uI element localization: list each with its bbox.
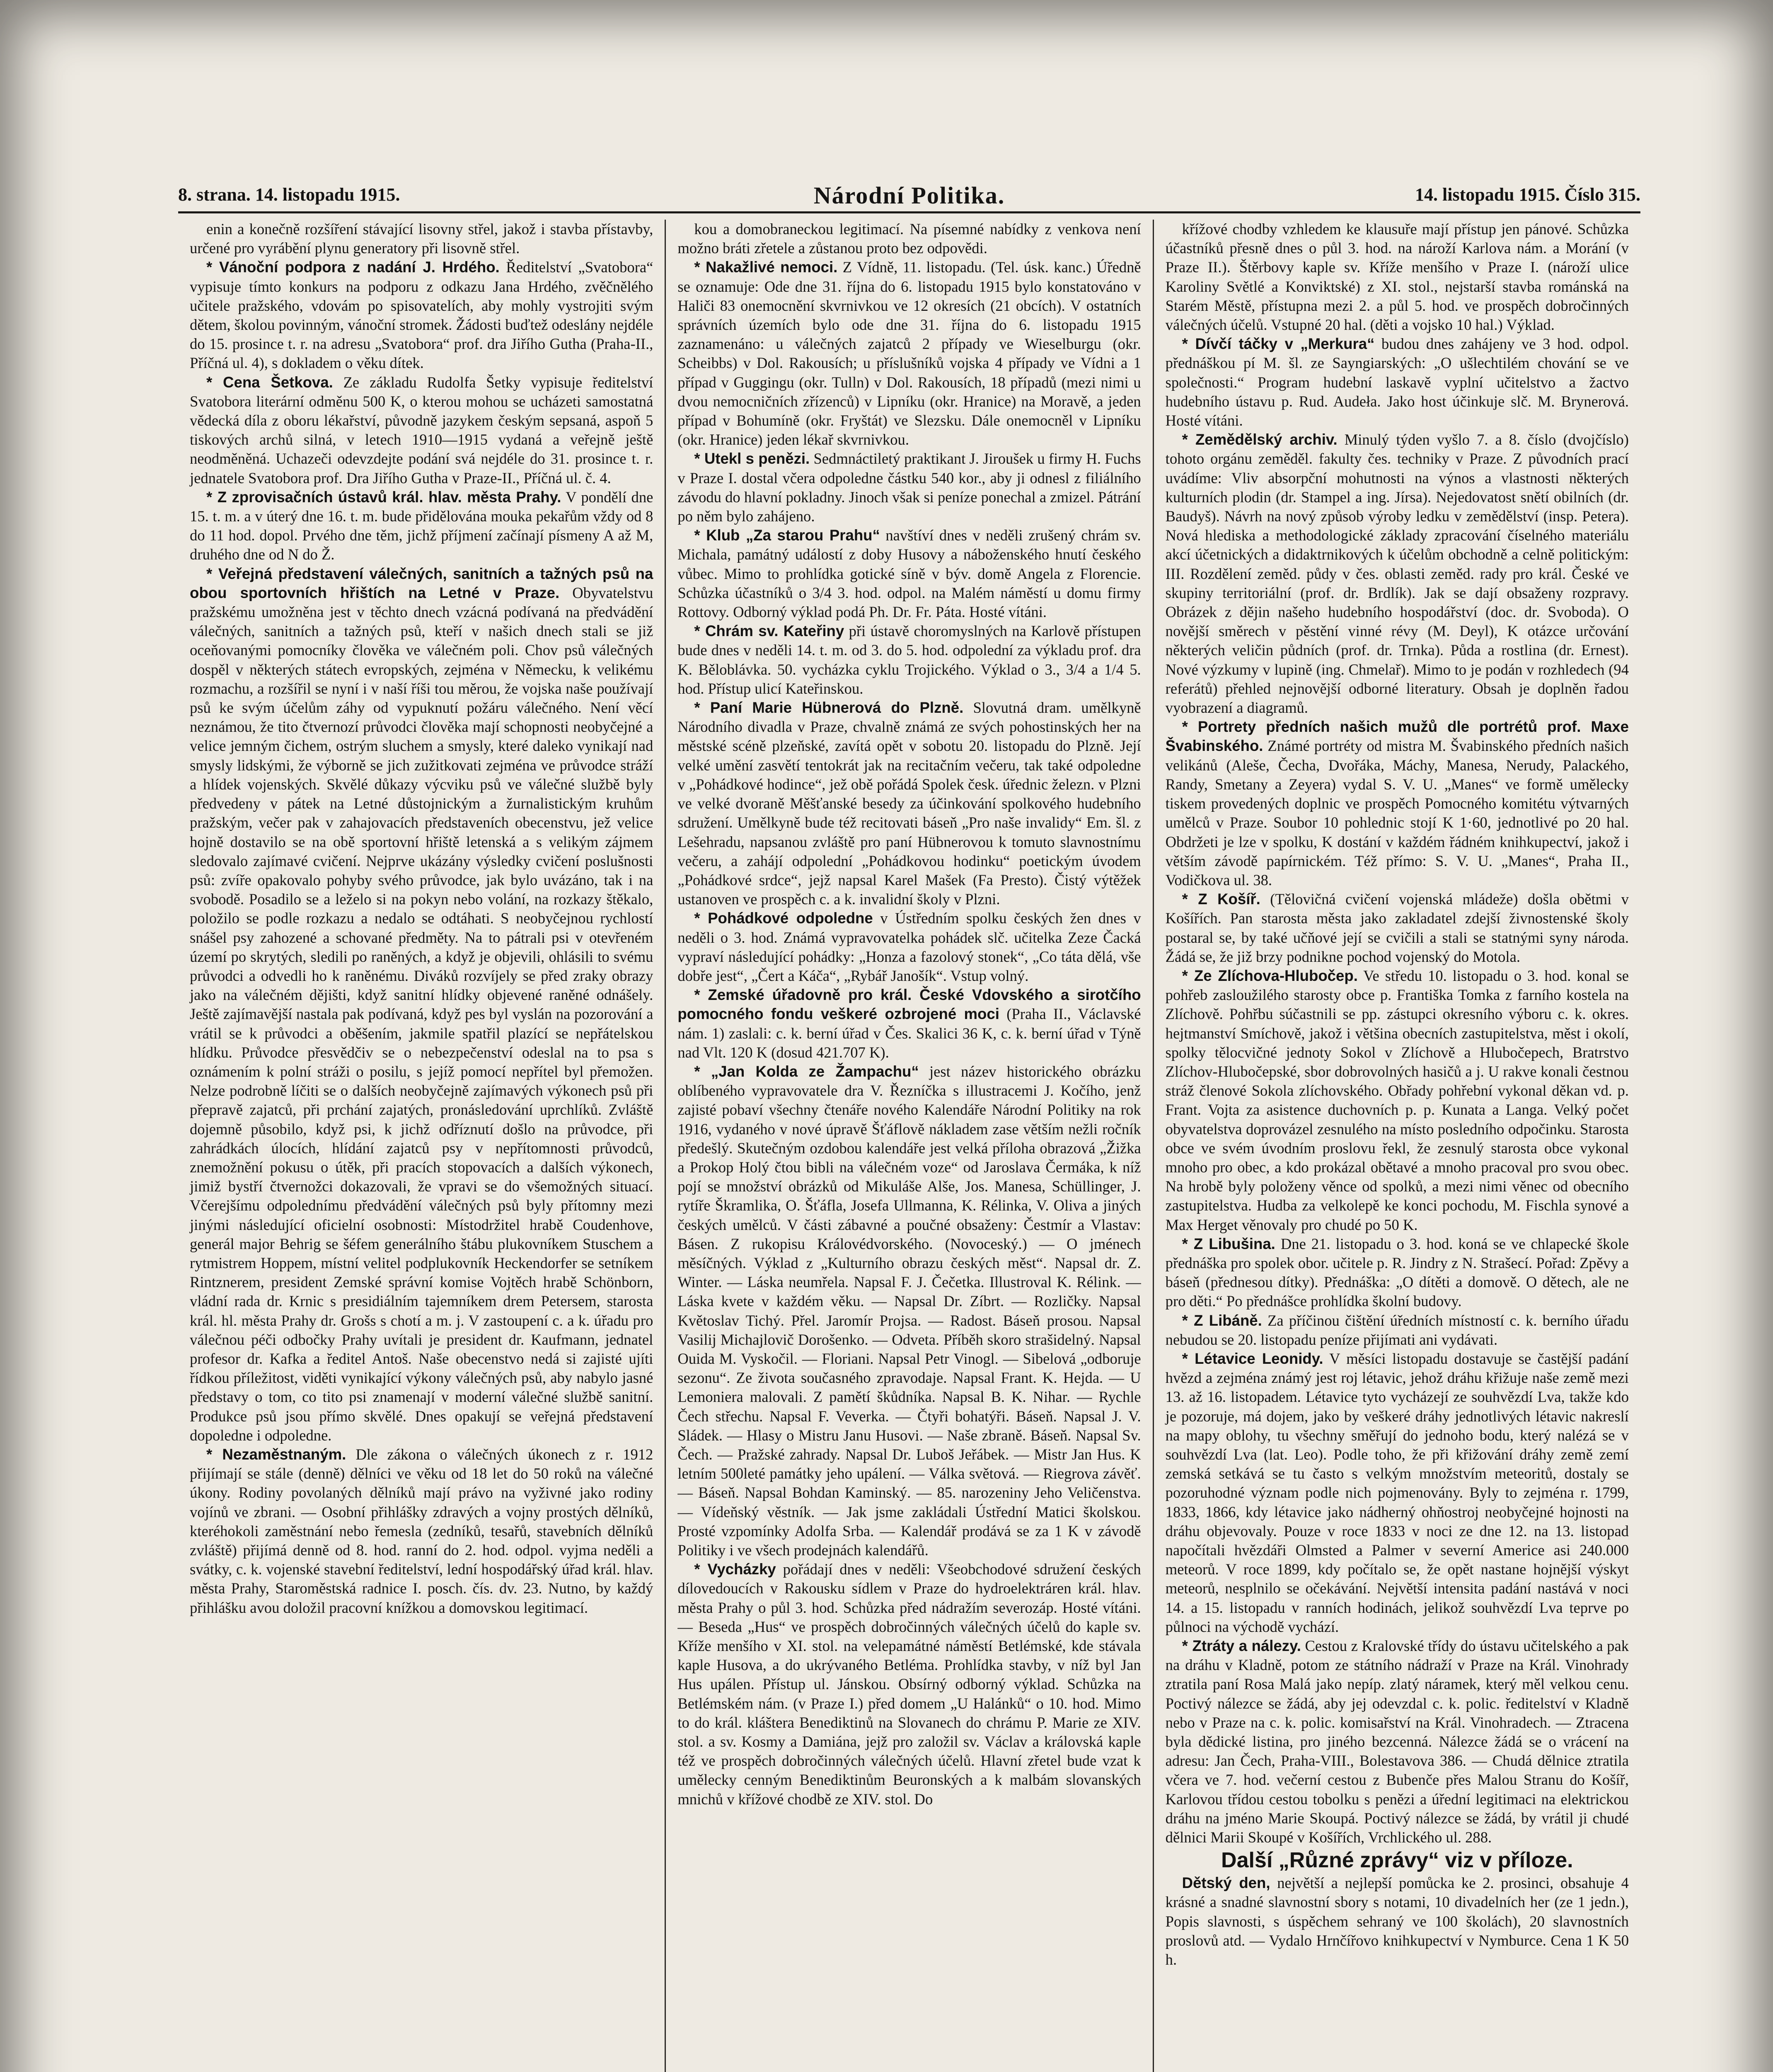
news-item (190, 258, 653, 373)
news-item-text: křížové chodby vzhledem ke klausuře mají přístup jen pánové. Schůzka účastníků přesně dnes o půl 3. hod. na nároží Karlova nám. a Morání (v Praze II.). Štěrbovy kaple sv. Kříže menšího v Praze I. (nároží ulice Karoliny Světlé a Konviktské) z XI. stol., nejstarší stavba románská na Starém Městě, přístupna mezi 2. a půl 5. hod. ve prospěch dobročinných válečných účelů. Vstupné 20 hal. (děti a vojsko 10 hal.) Výklad. (1165, 220, 1629, 334)
section-heading: Další „Různé zprávy“ viz v příloze. (1221, 1848, 1573, 1873)
news-item-text: enin a konečně rozšíření stávající lisovny střel, jakož i stavba přístavby, určené pro vyrábění plynu generatory při lisovně střel. (190, 220, 653, 257)
news-item-text: navštíví dnes v neděli zrušený chrám sv. Michala, památný událostí z doby Husovy a náboženského hnutí českého vůbec. Mimo to prohlídka gotické síně v býv. domě Angela z Florencie. Schůzka účastníků o 3/4 3. hod. odpol. na Malém náměstí u domu firmy Rottovy. Odborný výklad podá Ph. Dr. Fr. Páta. Hosté vítáni. (677, 527, 1141, 621)
news-item (1166, 1636, 1629, 1847)
news-item-text: Slovutná dram. umělkyně Národního divadla v Praze, chvalně známá ze svých pohostinských her na městské scéně plzeňské, zavítá opět v sobotu 20. listopadu do Plzně. Její velké umění zasvětí tentokrát jak na recitačním večeru, tak také odpoledne v „Pohádkové hodince“, jež obě pořádá Spolek česk. úřednic železn. v Plzni ve velké dvoraně Měšťanské besedy za účinkování spolkového hudebního sdružení. Umělkyně bude též recitovati báseň „Pro naše invalidy“ Em. šl. z Lešehradu, napsanou zvláště pro paní Hübnerovou k tomuto slavnostnímu večeru, a zahájí odpolední „Pohádkovou hodinku“ poetickým úvodem „Pohádkové srdce“, jejž napsal Karel Mašek (Fa Presto). Čistý výtěžek ustanoven ve prospěch c. a k. invalidní školy v Plzni. (677, 699, 1141, 908)
column-3 (1153, 220, 1640, 2072)
news-item-heading: * Létavice Leonidy. (1182, 1350, 1323, 1367)
news-item-text: v Ústředním spolku českých žen dnes v neděli o 3. hod. Známá vypravovatelka pohádek slč. učitelka Zeze Čacká vypraví následující pohádky: „Honza a fazolový stonek“, „Co táta dělá, vše dobře jest“, „Čert a Káča“, „Rybář Janošík“. Vstup volný. (677, 910, 1141, 984)
article-columns (178, 220, 1640, 2072)
newspaper-title: Národní Politika. (813, 182, 1005, 209)
news-item (1166, 966, 1629, 1234)
news-item-text: jest název historického obrázku oblíbeného vypravovatele dra V. Řezníčka s illustracemi J. Kočího, jenž zajisté pobaví všechny čtenáře nového Kalendáře Národní Politiky na rok 1916, vydaného v nové úpravě Šťáflově nákladem zase větším nežli ročník předešlý. Skutečným ozdobou kalendáře jest velká příloha obrazová „Žižka a Prokop Holý čtou bibli na válečném voze“ od Jaroslava Čermáka, k níž pojí se množství obrázků od Mikuláše Alše, Jos. Manesa, Schüllinger, J. rytíře Škramlika, O. Šťáfla, Josefa Ullmanna, K. Rélinka, V. Oliva a jiných českých umělců. V části zábavné a poučné obsaženy: Čestmír a Vlastav: Básen. Z rukopisu Královédvorského. (Novoceský.) — O jménech měsíčných. Výklad z „Kulturního obrazu českých měst“. Napsal dr. Z. Winter. — Láska neumřela. Napsal F. J. Čečetka. Illustroval K. Rélink. — Láska kvete v každém věku. — Napsal Dr. Zíbrt. — Rozličky. Napsal Květoslav Tichý. Přel. Jaromír Projsa. — Radost. Báseň prosou. Napsal Vasilij Michajlovič Dorošenko. — Odveta. Příběh skoro strašidelný. Napsal Ouida M. Vyskočil. — Floriani. Napsal Petr Vinogl. — Sibelová „odboruje sezonu“. Ze života současného zpravodaje. Napsal Frant. K. Hejda. — U Lemoniera malovali. Z pamětí škůdníka. Napsal B. K. Nihar. — Rychle Čech střechu. Napsal F. Veverka. — Čtyři bohatýři. Báseň. Napsal J. V. Sládek. — Hlasy o Mistru Janu Husovi. — Naše zbraně. Báseň. Napsal Sv. Čech. — Pražské zahrady. Napsal Dr. Luboš Jeřábek. — Mistr Jan Hus. K letním 500leté památky jeho upálení. — Válka světová. — Riegrova závěť. — Báseň. Napsal Bohdan Kaminský. — 85. narozeniny Jeho Veličenstva. — Vídeňský věstník. — Jak jsme zakládali Ústřední Matici školskou. Prosté vzpomínky Adolfa Srba. — Kalendář prodává se za 1 K v závodě Politiky i ve všech prodejnách kalendářů. (677, 1063, 1141, 1559)
news-item-text: kou a domobraneckou legitimací. Na písemné nabídky z venkova není možno bráti zřetele a zůstanou proto bez odpovědi. (677, 220, 1141, 257)
news-item-heading: * Vycházky (694, 1561, 776, 1578)
news-item-text: Cestou z Kralovské třídy do ústavu učitelského a pak na dráhu v Kladně, potom ze státního nádraží v Praze na Král. Vinohrady ztratila paní Rosa Malá jako nepíp. zlatý náramek, který měl velkou cenu. Poctivý nálezce se žádá, aby jej odevzdal c. k. polic. ředitelství v Kladně nebo v Praze na c. k. polic. komisařství na Král. Vinohradech. — Ztracena byla dědické listina, pro jiného bezcenná. Nálezce žádá se o vrácení na adresu: Jan Čech, Praha-VIII., Bolestavova 386. — Chudá dělnice ztratila včera ve 7. hod. večerní cestou z Bubenče přes Malou Stranu do Košíř, Karlovou třídou cestou tobolku s penězi a úřední legitimaci na elektrickou dráhu na jméno Marie Skoupá. Poctivý nálezce se žádá, by vrátil ji chudé dělnici Marii Skoupé v Košířích, Vrchlického ul. 288. (1165, 1637, 1629, 1846)
news-item-heading: * Nakažlivé nemoci. (694, 259, 838, 276)
news-item-text: Známé portréty od mistra M. Švabinského předních našich velikánů (Aleše, Čecha, Dvořáka, Máchy, Manesa, Nerudy, Palackého, Randy, Smetany a Zeyera) vydal S. V. U. „Manes“ ve formě umělecky tiskem provedených doplnic ve prospěch Pomocného komitétu výtvarných umělců v Praze. Soubor 10 pohlednic stojí K 1·60, jednotlivé po 20 hal. Obdržeti je lze v spolku, K dostání v každém řádném knihkupectví, jakož i větším závodě papírnickém. Též přímo: S. V. U. „Manes“, Praha II., Vodičkova ul. 38. (1165, 737, 1629, 888)
news-item (190, 1445, 653, 1617)
news-item-text: V pondělí dne 15. t. m. a v úterý dne 16. t. m. bude přidělována mouka pekařům vždy od 8 do 11 hod. dopol. Prvého dne těm, jichž příjmení začínají písmeny A až M, druhého dne od N do Ž. (190, 488, 653, 563)
news-item-heading: * Z Libáně. (1182, 1312, 1262, 1329)
news-item-text: při ústavě choromyslných na Karlově přístupen bude dnes v neděli 14. t. m. od 3. do 5. hod. odpolední za výkladu prof. dra K. Běloblávka. 50. vycházka cyklu Trojického. Výklad o 3., 3/4 a 1/4 5. hod. Přístup ulicí Kateřinskou. (677, 622, 1141, 697)
news-item-text: Ředitelství „Svatobora“ vypisuje tímto konkurs na podporu z odkazu Jana Hrdého, zvěčnělého učitele pražského, vdovám po spisovatelích, aby mohly vystrojiti svým dětem, školou povinným, vánoční stromek. Žádosti buďtež odeslány nejdéle do 15. prosince t. r. na adresu „Svatobora“ prof. dra Jiřího Gutha (Praha-II., Příčná ul. 4), s dokladem o věku dítek. (190, 259, 653, 372)
news-item (677, 909, 1141, 985)
news-item-heading: * Portrety předních našich mužů dle portrétů prof. Maxe Švabinského. (1165, 718, 1629, 755)
news-item (1166, 334, 1629, 430)
column-1 (178, 220, 665, 2072)
news-item-heading: * „Jan Kolda ze Žampachu“ (694, 1063, 919, 1080)
news-item-text: Sedmnáctiletý praktikant J. Jiroušek u firmy H. Fuchs v Praze I. dostal včera odpoledne částku 540 kor., aby ji odnesl z filiálního závodu do hlavní pokladny. Jinoch však si peníze ponechal a zmizel. Pátrání po něm bylo zahájeno. (677, 450, 1141, 525)
news-item-text: V měsíci listopadu dostavuje se častější padání hvězd a zejména známý jest roj létavic, jehož dráhu křižuje naše země mezi 13. až 16. listopadem. Létavice tyto vycházejí ze souhvězdí Lva, takže kdo je pozoruje, má dojem, jako by veškeré dráhy jednotlivých létavic nakreslí na mapy oblohy, tu všechny směřují do jednoho bodu, který nalézá se v souhvězdí Lva (lat. Leo). Podle toho, že při křižování dráhy země zemí zemská setkává se tu často s velkým množstvím meteoritů, dostaly se pozoruhodné význam podle nich pojmenovány. Byly to zejména r. 1799, 1833, 1866, kdy létavice jako nádherný ohňostroj neobyčejné hojnosti na dráhu objevovaly. Pouze v roce 1833 v noci ze dne 12. na 13. listopad napočítali hvězdáři Olmsted a Palmer v severní Americe asi 240.000 meteorů. V roce 1899, kdy počítalo se, že opět nastane hojnější výskyt meteorů, nesplnilo se očekávání. Největší intensita padání nastává v noci 14. a 15. listopadu v ranních hodinách, jelikož souhvězdí Lva teprve po půlnoci na východě vychází. (1165, 1350, 1629, 1635)
news-item-heading: * Z zprovisačních ústavů král. hlav. města Prahy. (206, 488, 561, 506)
news-item-heading: * Nezaměstnaným. (206, 1446, 346, 1463)
news-item (1166, 1311, 1629, 1349)
news-item-text: Obyvatelstvu pražskému umožněna jest v těchto dnech vzácná podívaná na předvádění válečných, sanitních a tažných psů, kteří v našich dnech stali se již oceňovanými pomocníky člověka ve válečném poli. Chov psů válečných dospěl v některých státech evropských, zejména v Německu, k velikému rozmachu, a rozšířil se nyní i v naší říši tou měrou, že vojska naše používají psů ke svým účelům záhy od vypuknutí požáru válečného. Není věcí neznámou, že tito čtvernozí průvodci člověka mají schopnosti neobyčejné a velice jemným čichem, ostrým sluchem a smysly, které daleko vynikají nad smysly lidskými, že výborně se jich zužitkovati zejména ve průvodce stráží a hlídek vojenských. Skvělé důkazy výcviku psů ve válečné službě byly předvedeny v pátek na Letné důstojnickým a žurnalistickým kruhům pražským, večer pak v zahajovacích představeních obecenstvu, jež velice hojně dostavilo se na obě sportovní hřiště letenská a s velikým zájmem sledovalo zajímavé cvičení. Nejprve ukázány výsledky cvičení poslušnosti psů: zvíře opakovalo pohyby svého průvodce, jak bylo uvázáno, tak i na svobodě. Posadilo se a leželo si na pokyn nebo volání, na rozkazy štěkalo, položilo se podle rozkazu a nedalo se odtáhati. S neobyčejnou rychlostí snášel psy zahozené a schované předměty. Na to pátrali psi v otevřeném území po skrytých, sledili po raněných, a když je objevili, ohlásili to svému průvodci a odvedli ho k raněnému. Diváků rozvíjely se před zraky obrazy jako na válečném dějišti, když sanitní hlídky objevené raněné odnášely. Ještě zajímavější nastala pak podívaná, když pes byl vyslán na pozorování a vrátil se k průvodci a oběšením, jakmile spatřil plazící se nepřátelskou hlídku. Průvodce přesvědčiv se o nebezpečenství odeslal na to psa s oznámením k polní stráži o posilu, s jejíž pomocí nepřítel byl přemožen. Nelze podrobně líčiti se o dalších neobyčejně zajímavých výkonech psů při přepravě zajatců, při prchání zajatých, pronásledování uprchlíků. Zvláště dojemně působilo, když psi, k jichž odříznutí došlo na průvodce, při zahrádkách úlocích, hlídání zajatců psy v nepřítomnosti průvodců, znemožnění pokusu o útěk, při pracích stopovacích a dalších výkonech, jimiž bystří čtvernožci dokazovali, že vpravi se do všemožných situací. Včerejšímu odpolednímu předvádění válečných psů byly přítomny mezi jinými následující oficielní osobnosti: Místodržitel hrabě Coudenhove, generál major Behrig se šéfem generálního štábu plukovníkem Stuschem a rytmistrem Hoppem, místní velitel podplukovník Heckendorfer se setníkem Rintznerem, president Zemské správní komise Vojtěch hrabě Schönborn, vládní rada dr. Krnic s presidiálním tajemníkem drem Petersem, starosta král. hl. města Prahy dr. Grošs s chotí a m. j. V zastoupení c. a k. úřadu pro válečnou péči odbočky Prahy uvítali je president dr. Kaufmann, jednatel profesor dr. Kafka a ředitel Antoš. Naše obecenstvo nedá si zajisté ujíti řídkou příležitost, viděti vynikající výkony válečných psů, aby nabylo jasné představy o tom, co tito psi znamenají v moderní válečné službě sanitní. Produkce psů jsou přímo skvělé. Dnes opakují se veřejná představení dopoledne i odpoledne. (190, 584, 653, 1444)
news-item (677, 622, 1141, 698)
news-item (190, 220, 653, 258)
news-item (1166, 430, 1629, 717)
news-item (190, 564, 653, 1445)
news-item (1166, 220, 1629, 334)
news-item-heading: * Paní Marie Hübnerová do Plzně. (694, 699, 964, 716)
news-item (1166, 1874, 1629, 1969)
news-item-heading: * Dívčí táčky v „Merkura“ (1182, 335, 1375, 353)
news-item (677, 1560, 1141, 1809)
news-item-heading: * Zemské úřadovně pro král. České Vdovského a sirotčího pomocného fondu veškeré ozbrojené moci (677, 986, 1141, 1023)
news-item-text: Dne 21. listopadu o 3. hod. koná se ve chlapecké škole přednáška pro spolek obor. učitele p. R. Jindry z N. Strašecí. Pořad: Zpěvy a báseň (přednesou dítky). Přednáška: „O dítěti a domově. O dětech, ale ne pro děti.“ Po přednášce prohlídka školní budovy. (1165, 1235, 1629, 1310)
news-item (1166, 717, 1629, 890)
news-item-heading: * Zemědělský archiv. (1182, 431, 1338, 448)
news-item-heading: * Chrám sv. Kateřiny (694, 622, 844, 640)
news-item-heading: * Klub „Za starou Prahu“ (694, 527, 880, 544)
news-item-heading: * Cena Šetkova. (206, 373, 333, 391)
news-item-text: Za příčinou čištění úředních místností c. k. berního úřadu nebudou se 20. listopadu peníze přijímati ani vydávati. (1165, 1312, 1629, 1348)
news-item-heading: * Vánoční podpora z nadání J. Hrdého. (206, 259, 500, 276)
news-item-text: pořádají dnes v neděli: Všeobchodové sdružení českých dílovedoucích v Rakousku sídlem v Praze do hydroelektráren král. hlav. města Prahy o půl 3. hod. Schůzka před nádražím severozáp. Hosté vítáni. — Beseda „Hus“ ve prospěch dobročinných válečných účelů do kaple sv. Kříže menšího v XI. stol. na velepamátné náměstí Betlémské, kde stávala kaple Husova, a do ukrývaného Betléma. Prohlídka stavby, v níž byl Jan Hus upálen. Přístup ul. Jánskou. Obsírný odborný výklad. Schůzka na Betlémském nám. (v Praze I.) před domem „U Halánků“ o 10. hod. Mimo to do král. kláštera Benediktinů na Slovanech do chrámu P. Marie ze XIV. stol. a sv. Kosmy a Damiána, jejž pro založil sv. Václav a královská kaple též ve prospěch dobročinných válečných účelů. Hlavní zřetel bude vzat k umělecky cenným Benediktinům Beuronských a k malbám slovanských mnichů v křížové chodbě ze XIV. stol. Do (677, 1561, 1141, 1808)
news-item (1166, 1234, 1629, 1311)
news-item (677, 1062, 1141, 1560)
news-item-text: (Praha II., Václavské nám. 1) zaslali: c. k. berní úřad v Čes. Skalici 36 K, c. k. berní úřad v Týně nad Vlt. 120 K (dosud 421.707 K). (677, 1005, 1141, 1061)
header-right: 14. listopadu 1915. Číslo 315. (1415, 184, 1640, 205)
news-item (190, 488, 653, 564)
news-item (677, 449, 1141, 526)
news-item-heading: * Utekl s penězi. (694, 450, 810, 467)
news-item (677, 698, 1141, 909)
news-item-heading: Dětský den, (1182, 1874, 1270, 1892)
page-header (178, 182, 1640, 213)
news-item (1166, 1349, 1629, 1636)
news-item (190, 373, 653, 488)
news-item-text: Minulý týden vyšlo 7. a 8. číslo (dvojčíslo) tohoto orgánu zeměděl. fakulty čes. techniky v Praze. Z původních prací uvádíme: Vliv absorpční mohutnosti na výnos a vlastnosti některých kulturních plodin (dr. Stampel a ing. Jírsa). Nejedovatost snětí obilních (dr. Baudyš). Návrh na nový způsob výroby ledku v zemědělství (insp. Petera). Nová hlediska a methodologické základy zpracování číselného materiálu akcí účetnických a didaktrnikových k účelům obchodně a celně politickým: III. Rozdělení zeměd. půdy v čes. oblasti zeměd. rady pro král. České ve skupiny territoriální (prof. dr. Brdlík). Jak se dají obsaženy rozpravy. Obrázek z dějin našeho hudebního hospodářství (doc. dr. Svoboda). O novější směrech v pěstění vinné révy (M. Deyl), K otázce určování některých veličin půdních (prof. dr. Trnka). Půda a rostlina (dr. Ernest). Nové výzkumy v lupině (ing. Chmelař). Mimo to je podán v rozhledech (94 referátů) přehled nejnovější odborné literatury. Obsah je doplněn řadou vyobrazení a diagramů. (1165, 431, 1629, 716)
news-item-heading: * Ze Zlíchova-Hlubočep. (1182, 967, 1358, 984)
news-item (1166, 890, 1629, 966)
header-left: 8. strana. 14. listopadu 1915. (178, 184, 400, 205)
news-item (677, 220, 1141, 258)
news-item (677, 258, 1141, 449)
news-item (677, 985, 1141, 1062)
news-item-heading: * Z Košíř. (1182, 891, 1260, 908)
news-item-text: budou dnes zahájeny ve 3 hod. odpol. přednáškou pí M. šl. ze Sayngiarských: „O ušlechtilém chování se ve společnosti.“ Program hudební laskavě vyplní učitelstvo a žactvo hudebního ústavu p. Rud. Audeła. Jako host účinkuje slč. M. Brynerová. Hosté vítáni. (1165, 335, 1629, 429)
news-item-text: největší a nejlepší pomůcka ke 2. prosinci, obsahuje 4 krásné a snadné slavnostní sbory s notami, 10 divadelních her (ze 1 jedn.), Popis slavnosti, s úspěchem sehraný ve 100 školách), 20 slavnostních proslovů atd. — Vydalo Hrnčířovo knihkupectví v Nymburce. Cena 1 K 50 h. (1165, 1874, 1629, 1968)
news-item-heading: * Pohádkové odpoledne (694, 910, 873, 927)
news-item (677, 526, 1141, 622)
news-item-heading: * Z Libušina. (1182, 1235, 1275, 1252)
news-item-text: (Tělovičná cvičení vojenská mládeže) došla obětmi v Košířích. Pan starosta města jako zakladatel zdejší živnostenské školy postaral se, by také učňové její se cvičili a stali se statnými syny národa. Žádá se, že již brzy podnikne pochod vojenský do Motola. (1165, 891, 1629, 965)
news-item-text: Ze základu Rudolfa Šetky vypisuje ředitelství Svatobora literární odměnu 500 K, o kterou mohou se ucházeti samostatná vědecká díla z oboru lékařství, původně jazykem českým sepsaná, aspoň 5 tiskových archů silná, v letech 1910—1915 vydaná a veřejně ještě neodměněná. Uchazeči odevzdejte podání svá nejdéle do 31. prosince t. r. jednatele Svatobora prof. Dra Jiřího Gutha v Praze-II., Příčná ul. č. 4. (190, 373, 653, 487)
news-item-text: Ve středu 10. listopadu o 3. hod. konal se pohřeb zasloužilého starosty obce p. Františka Tomka z farního kostela na Zlíchově. Pohřbu súčastnili se pp. zástupci okresního výboru c. k. okres. hejtmanství Smíchově, jakož i většina obecních zastupitelstva, měst i okolí, spolky tělocvičné jednoty Sokol v Zlíchově a Hlubočepech, Bratrstvo Zlíchov-Hlubočepské, sbor dobrovolných hasičů a j. U rakve konali čestnou stráž členové Sokola zlíchovského. Obřady pohřební vykonal děkan vd. p. Frant. Vojta za asistence duchovních p. p. Kunata a Langa. Velký počet obyvatelstva doprovázel zesnulého na místo posledního odpočinku. Starosta obce ve svém úvodním proslovu řekl, že zesnulý starosta obce vykonal mnoho pro obec, a kdo prokázal obětavé a mnoho pracoval pro svou obec. Na hrobě byly položeny věnce od spolků, a mezi nimi věnec od obecního zastupitelstva. Hudba za velkolepě ke konci pochodu, M. Fischla synové a Max Herget věnovaly pro chudé po 50 K. (1165, 967, 1629, 1233)
news-item-heading: * Veřejná představení válečných, sanitních a tažných psů na obou sportovních hřištích na Letné v Praze. (190, 565, 653, 601)
news-item-text: Z Vídně, 11. listopadu. (Tel. úsk. kanc.) Úředně se oznamuje: Ode dne 31. října do 6. listopadu 1915 bylo konstatováno v Haliči 83 onemocnění skvrnivkou ve 12 okresích (21 obcích). V ostatních správních územích bylo ode dne 31. října do 6. listopadu 1915 zaznamenáno: u válečných zajatců 2 případy ve Wieselburgu (okr. Scheibbs) v Dol. Rakousích; u příslušníků vojska 4 případy ve Vídni a 1 případ v Guggingu (okr. Tulln) v Dol. Rakousích, 18 případů (mezi nimi u dvou nemocničních zřízenců) v Lipníku (okr. Hranice) na Moravě, a jeden případ v Bohumíně (okr. Fryštát) ve Slezsku. Dále onemocněl v Lipníku (okr. Hranice) jeden lékař skvrnivkou. (677, 259, 1141, 448)
news-item-text: Dle zákona o válečných úkonech z r. 1912 přijímají se stále (denně) dělníci ve věku od 18 let do 50 roků na válečné úkony. Rodiny povolaných dělníků mají právo na vyživné jako rodiny vojínů ve zbrani. — Osobní přihlášky zdravých a vojny prostých dělníků, kteréhokoli zaměstnání nebo řemesla (zedníků, tesařů, stavebních dělníků zvláště) přijímá denně od 8. hod. ranní do 2. hod. odpol. vyjma neděli a svátky, c. k. vojenské stavební ředitelství, lední hospodářský úřad král. hlav. města Prahy, Staroměstská radnice I. posch. čís. dv. 23. Nutno, by každý přihlášku avou doložil pracovní knížkou a domovskou legitimací. (190, 1446, 653, 1616)
news-item-heading: * Ztráty a nálezy. (1182, 1637, 1301, 1655)
column-2 (665, 220, 1152, 2072)
